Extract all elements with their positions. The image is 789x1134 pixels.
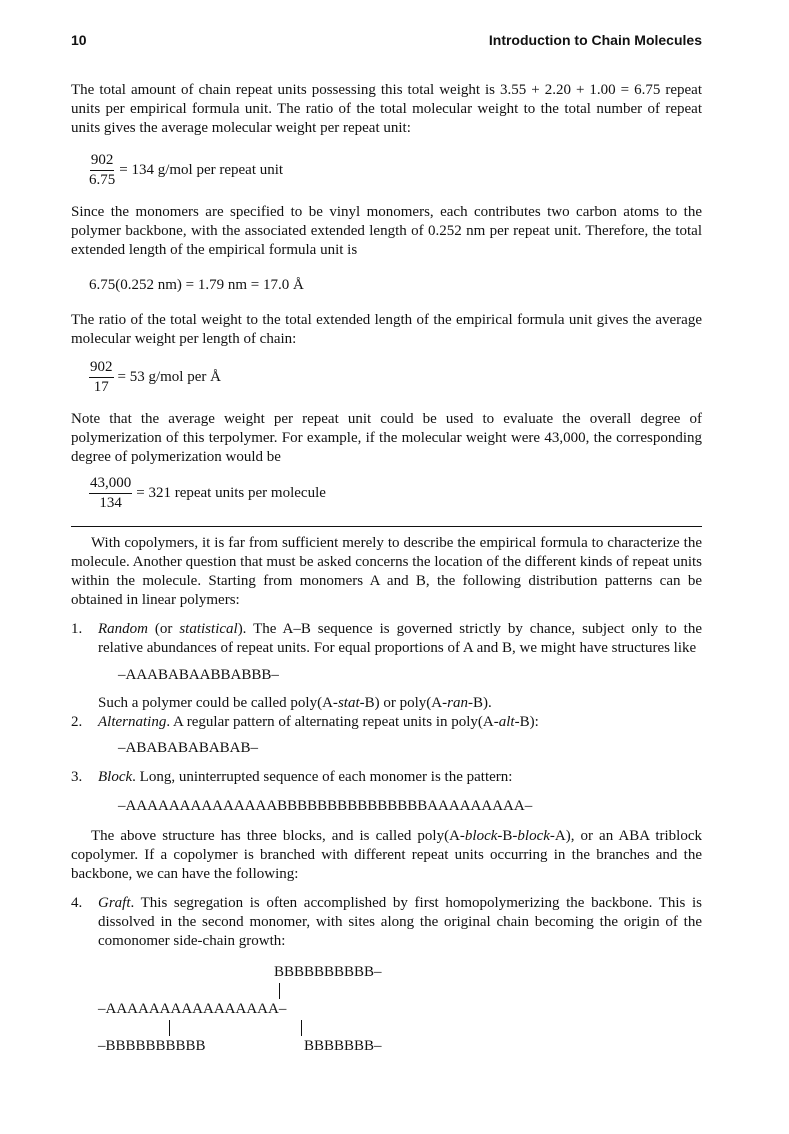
equation-rhs: = 134 g/mol per repeat unit [119, 162, 284, 178]
text-fragment: -B- [497, 828, 518, 844]
page-header [71, 32, 702, 56]
graft-bond-bottom-right [301, 1020, 302, 1036]
term-statistical: statistical [179, 621, 238, 637]
equation-degree-of-polymerization [89, 475, 702, 512]
sequence-random: –AAABABAABBABBB– [118, 667, 279, 683]
text-fragment: -A), or an ABA triblock copolymer. If a copolymer is branched with different repeat units occurring in the branches and the backbone, we can have the following: [71, 828, 702, 882]
list-body [98, 620, 702, 658]
graft-bond-bottom-left [169, 1020, 170, 1036]
equation-rhs: = 321 repeat units per molecule [136, 485, 326, 501]
random-polymer-naming [98, 694, 702, 713]
text-fragment: -B) or poly(A- [359, 695, 448, 711]
text-fragment: The above structure has three blocks, and is called poly(A- [91, 828, 465, 844]
text-fragment: Such a polymer could be called poly(A- [98, 695, 338, 711]
text-fragment: -B): [514, 714, 539, 730]
italic-alt: alt [498, 714, 515, 730]
paragraph-weight-per-length: The ratio of the total weight to the total extended length of the empirical formula unit gives the average molecular weight per length of chain: [71, 312, 702, 347]
list-item-alternating [71, 713, 702, 732]
list-body [98, 768, 702, 787]
list-number: 4. [71, 895, 83, 911]
term-alternating: Alternating [98, 714, 167, 730]
equation-extended-length: 6.75(0.252 nm) = 1.79 nm = 17.0 Å [89, 277, 304, 293]
graft-top-branch: BBBBBBBBBB– [274, 964, 382, 980]
italic-block: block [464, 828, 498, 844]
graft-bottom-right-branch: BBBBBBB– [304, 1038, 382, 1054]
list-item-random [71, 620, 702, 658]
italic-ran: ran [447, 695, 468, 711]
graft-bond-top [279, 983, 280, 999]
list-body [98, 894, 702, 951]
fraction-numerator: 43,000 [89, 475, 132, 494]
page-content [71, 28, 702, 1055]
list-number: 1. [71, 621, 83, 637]
running-title: Introduction to Chain Molecules [488, 32, 702, 48]
fraction-numerator: 902 [90, 152, 115, 171]
text-fragment: . This segregation is often accomplished by first homopolymerizing the backbone. This is dissolved in the second monomer, with sites along the original chain becoming the origin of the comonomer side-chain growth: [98, 895, 702, 949]
paragraph-repeat-units: The total amount of chain repeat units possessing this total weight is 3.55 + 2.20 + 1.00 = 6.75 repeat units per empirical formula unit. The ratio of the total molecular weight to the total number of repeat units gives the average molecular weight per repeat unit: [71, 82, 702, 136]
fraction-denominator: 17 [93, 379, 109, 395]
fraction [89, 359, 114, 396]
text-fragment: . A regular pattern of alternating repeat units in poly(A- [166, 714, 499, 730]
paragraph-triblock [71, 827, 702, 884]
italic-stat: stat [337, 695, 360, 711]
equation-weight-per-angstrom [89, 359, 702, 396]
fraction-denominator: 134 [99, 495, 122, 511]
list-item-block [71, 768, 702, 787]
text-fragment: (or [148, 621, 180, 637]
fraction-denominator: 6.75 [89, 172, 116, 188]
graft-backbone: –AAAAAAAAAAAAAAAA– [98, 1001, 287, 1017]
paragraph-degree-of-polymerization: Note that the average weight per repeat unit could be used to evaluate the overall degree of polymerization of this terpolymer. For example, if the molecular weight were 43,000, the corresponding degree of polymerization would be [71, 411, 702, 465]
section-divider [71, 526, 702, 527]
italic-block: block [517, 828, 550, 844]
page-number: 10 [71, 32, 87, 48]
paragraph-vinyl-monomers: Since the monomers are specified to be vinyl monomers, each contributes two carbon atoms to the polymer backbone, with the associated extended length of 0.252 nm per repeat unit. Therefore, the total extended length of the empirical formula unit is [71, 204, 702, 258]
text-fragment: . Long, uninterrupted sequence of each monomer is the pattern: [132, 769, 513, 785]
list-number: 2. [71, 714, 83, 730]
term-random: Random [98, 621, 148, 637]
graft-bottom-left-branch: –BBBBBBBBBB [98, 1038, 206, 1054]
paragraph-copolymers: With copolymers, it is far from sufficient merely to describe the empirical formula to characterize the molecule. Another question that must be asked concerns the location of the different kinds of repeat units within the molecule. Starting from monomers A and B, the following distribution patterns can be obtained in linear polymers: [71, 535, 702, 608]
term-block: Block [98, 769, 133, 785]
list-body [98, 713, 702, 732]
sequence-alternating: –ABABABABABAB– [118, 740, 259, 756]
text-fragment: -B). [467, 695, 492, 711]
list-item-graft [71, 894, 702, 951]
list-number: 3. [71, 769, 83, 785]
equation-weight-per-repeat-unit [89, 152, 702, 189]
fraction-numerator: 902 [89, 359, 114, 378]
graft-copolymer-diagram [71, 959, 702, 1055]
term-graft: Graft [98, 895, 131, 911]
sequence-block: –AAAAAAAAAAAAAABBBBBBBBBBBBBBBAAAAAAAAA– [118, 798, 533, 814]
text-fragment: ). The A–B sequence is governed strictly by chance, subject only to the relative abundances of repeat units. For equal proportions of A and B, we might have structures like [98, 621, 703, 656]
equation-rhs: = 53 g/mol per Å [117, 369, 221, 385]
fraction [89, 152, 115, 189]
fraction [89, 475, 132, 512]
